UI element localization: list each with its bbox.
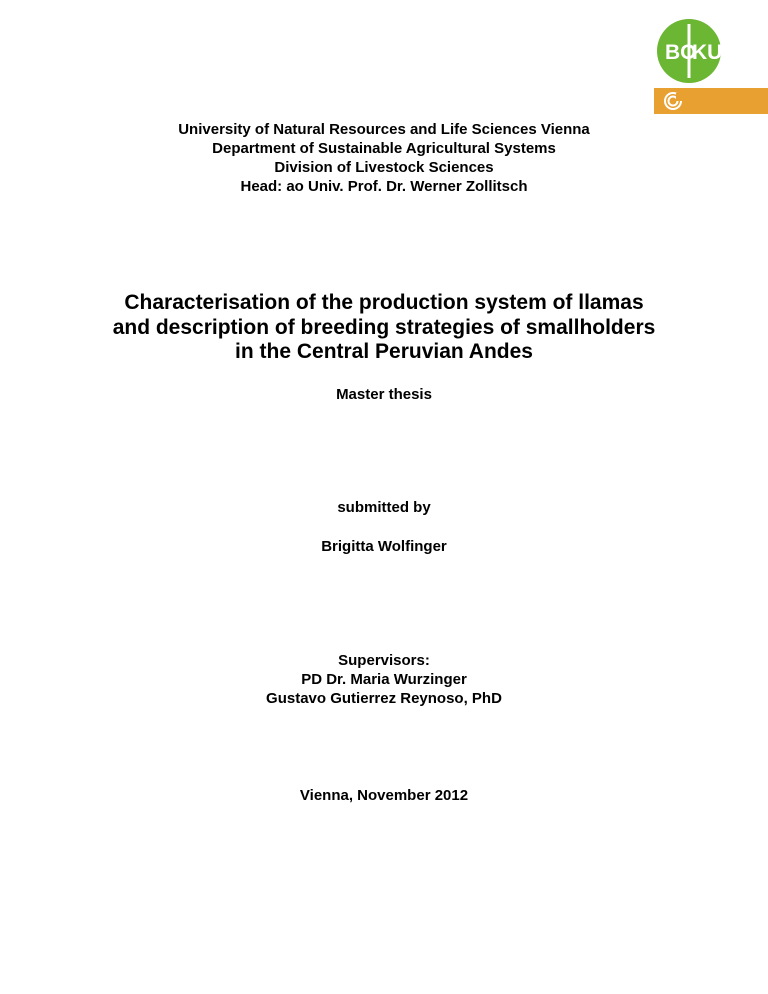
svg-text:KU: KU [692,41,722,64]
division-head: Head: ao Univ. Prof. Dr. Werner Zollitsch [240,178,528,195]
supervisor-name: PD Dr. Maria Wurzinger [301,671,467,688]
title-line-3: in the Central Peruvian Andes [235,340,533,363]
sun-swirl-icon [663,91,683,111]
boku-logo [654,14,768,114]
logo-orange-bar [654,88,768,114]
place-and-date: Vienna, November 2012 [299,787,469,804]
svg-text:BO: BO [665,41,697,64]
university-name: University of Natural Resources and Life Sciences Vienna [178,121,590,138]
supervisor-name: Gustavo Gutierrez Reynoso, PhD [266,690,502,707]
author-name: Brigitta Wolfinger [321,538,447,555]
title-line-2: and description of breeding strategies of smallholders [112,315,656,339]
division-name: Division of Livestock Sciences [274,159,494,176]
thesis-type: Master thesis [336,386,432,403]
supervisors-block [0,651,768,708]
institution-header [0,120,768,196]
title-line-1: Characterisation of the production system of llamas [124,291,644,314]
boku-logo-icon [656,18,722,84]
department-name: Department of Sustainable Agricultural Systems [212,140,556,157]
thesis-title [0,291,768,365]
submitted-by-label: submitted by [337,499,431,516]
supervisors-label: Supervisors: [338,652,430,669]
